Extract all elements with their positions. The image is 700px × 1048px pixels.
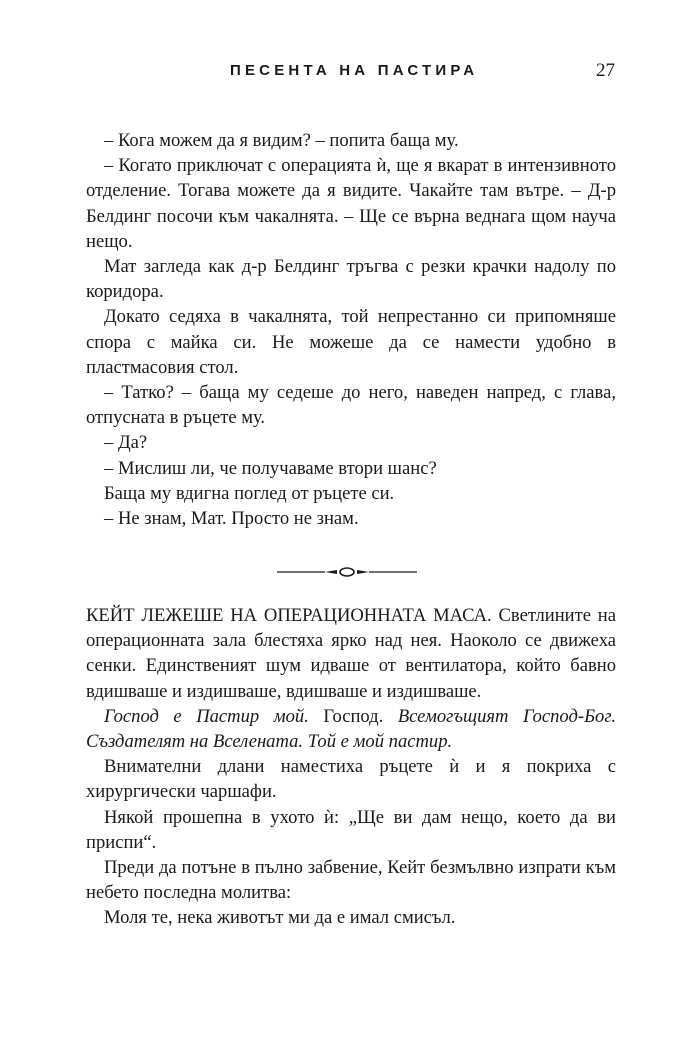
paragraph: Докато седяха в чакалнята, той непрестанно си припомняше спора с майка си. Не можеше да се намести удобно в пластмасовия стол. xyxy=(86,306,616,378)
section-divider-ornament-icon xyxy=(277,563,417,581)
paragraph: Мат загледа как д-р Белдинг тръгва с резки крачки надолу по коридора. xyxy=(86,256,616,303)
italic-text: Всемогъщият Господ-Бог. Създателят на Вселената. Той е мой пастир. xyxy=(86,705,616,753)
prayer-paragraph xyxy=(86,704,616,754)
text-block-2 xyxy=(86,603,616,931)
paragraph: – Не знам, Мат. Просто не знам. xyxy=(104,508,359,530)
running-title: ПЕСЕНТА НА ПАСТИРА xyxy=(230,62,479,79)
chapter-opening-paragraph xyxy=(86,603,616,704)
paragraph: Моля те, нека животът ми да е имал смисъл. xyxy=(104,907,456,929)
paragraph: – Когато приключат с операцията ѝ, ще я вкарат в интензивното отделение. Тогава можете да я видите. Чакайте там вътре. – Д-р Белдинг посочи към чакалнята. – Ще се върна веднага щом науча нещо. xyxy=(86,155,616,252)
paragraph: – Мислиш ли, че получаваме втори шанс? xyxy=(104,457,437,479)
paragraph: Внимателни длани наместиха ръцете ѝ и я покриха с хирургически чаршафи. xyxy=(86,756,616,803)
paragraph: – Татко? – баща му седеше до него, наведен напред, с глава, отпусната в ръцете му. xyxy=(86,382,616,429)
paragraph: – Кога можем да я видим? – попита баща му. xyxy=(104,130,459,151)
opening-small-caps: КЕЙТ ЛЕЖЕШЕ НА ОПЕРАЦИОННАТА МАСА. xyxy=(86,605,492,626)
paragraph-text: Светлините на операционната зала блестяха ярко над нея. Наоколо се движеха сенки. Единственият шум идваше от вентилатора, който бавно вдишваше и издишваше, вдишваше и издишваше. xyxy=(86,605,617,702)
paragraph: Преди да потъне в пълно забвение, Кейт безмълвно изпрати към небето последна молитва: xyxy=(86,857,616,904)
text-block-1 xyxy=(86,128,616,531)
page-header xyxy=(0,60,700,90)
paragraph-text: Господ. xyxy=(308,705,398,727)
paragraph: – Да? xyxy=(104,432,148,454)
paragraph: Баща му вдигна поглед от ръцете си. xyxy=(104,482,395,504)
paragraph: Някой прошепна в ухото ѝ: „Ще ви дам нещо, което да ви приспи“. xyxy=(86,806,616,853)
page-number: 27 xyxy=(596,60,615,81)
italic-text: Господ е Пастир мой. xyxy=(104,705,309,727)
